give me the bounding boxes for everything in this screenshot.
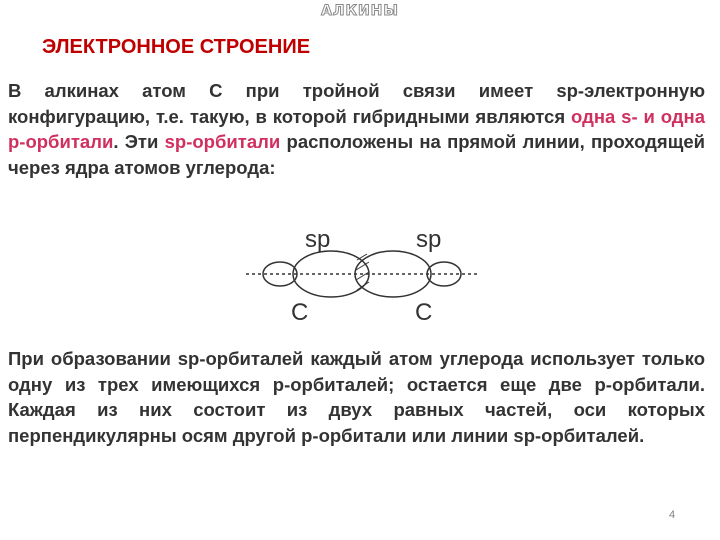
paragraph-p-orbitals: При образовании sp-орбиталей каждый атом углерода использует только одну из трех имеющихся p-орбиталей; остается еще две p-орбитали. Каждая из них состоит из двух равных частей, оси которых перпендикулярны осям другой p-орбитали или линии sp-орбиталей.	[8, 348, 705, 446]
overlap-hatch-1	[357, 254, 367, 260]
paragraph1-text-b: . Эти	[113, 131, 165, 152]
left-orbital-label: sp	[305, 226, 331, 253]
sp-orbital-diagram	[244, 222, 484, 327]
slide-title: АЛКИНЫ	[321, 3, 399, 19]
paragraph1-text-a: В алкинах атом С при тройной связи имеет sp-электронную конфигурацию, т.е. такую, в которой гибридными являются	[8, 80, 705, 127]
paragraph-sp-configuration	[8, 78, 705, 180]
right-orbital-label: sp	[416, 226, 442, 253]
left-small-lobe	[263, 262, 297, 286]
highlight-s-p-orbitals: одна s- и одна p-орбитали	[8, 105, 705, 152]
left-carbon-label: C	[291, 299, 309, 326]
paragraph1-text-c: расположены на прямой линии, проходящей через ядра атомов углерода:	[8, 131, 705, 178]
highlight-sp-orbitals: sp-орбитали	[164, 131, 281, 152]
section-heading: ЭЛЕКТРОННОЕ СТРОЕНИЕ	[42, 36, 311, 58]
page-number: 4	[669, 509, 676, 521]
overlap-hatch-3	[356, 272, 369, 280]
right-carbon-label: C	[415, 299, 433, 326]
